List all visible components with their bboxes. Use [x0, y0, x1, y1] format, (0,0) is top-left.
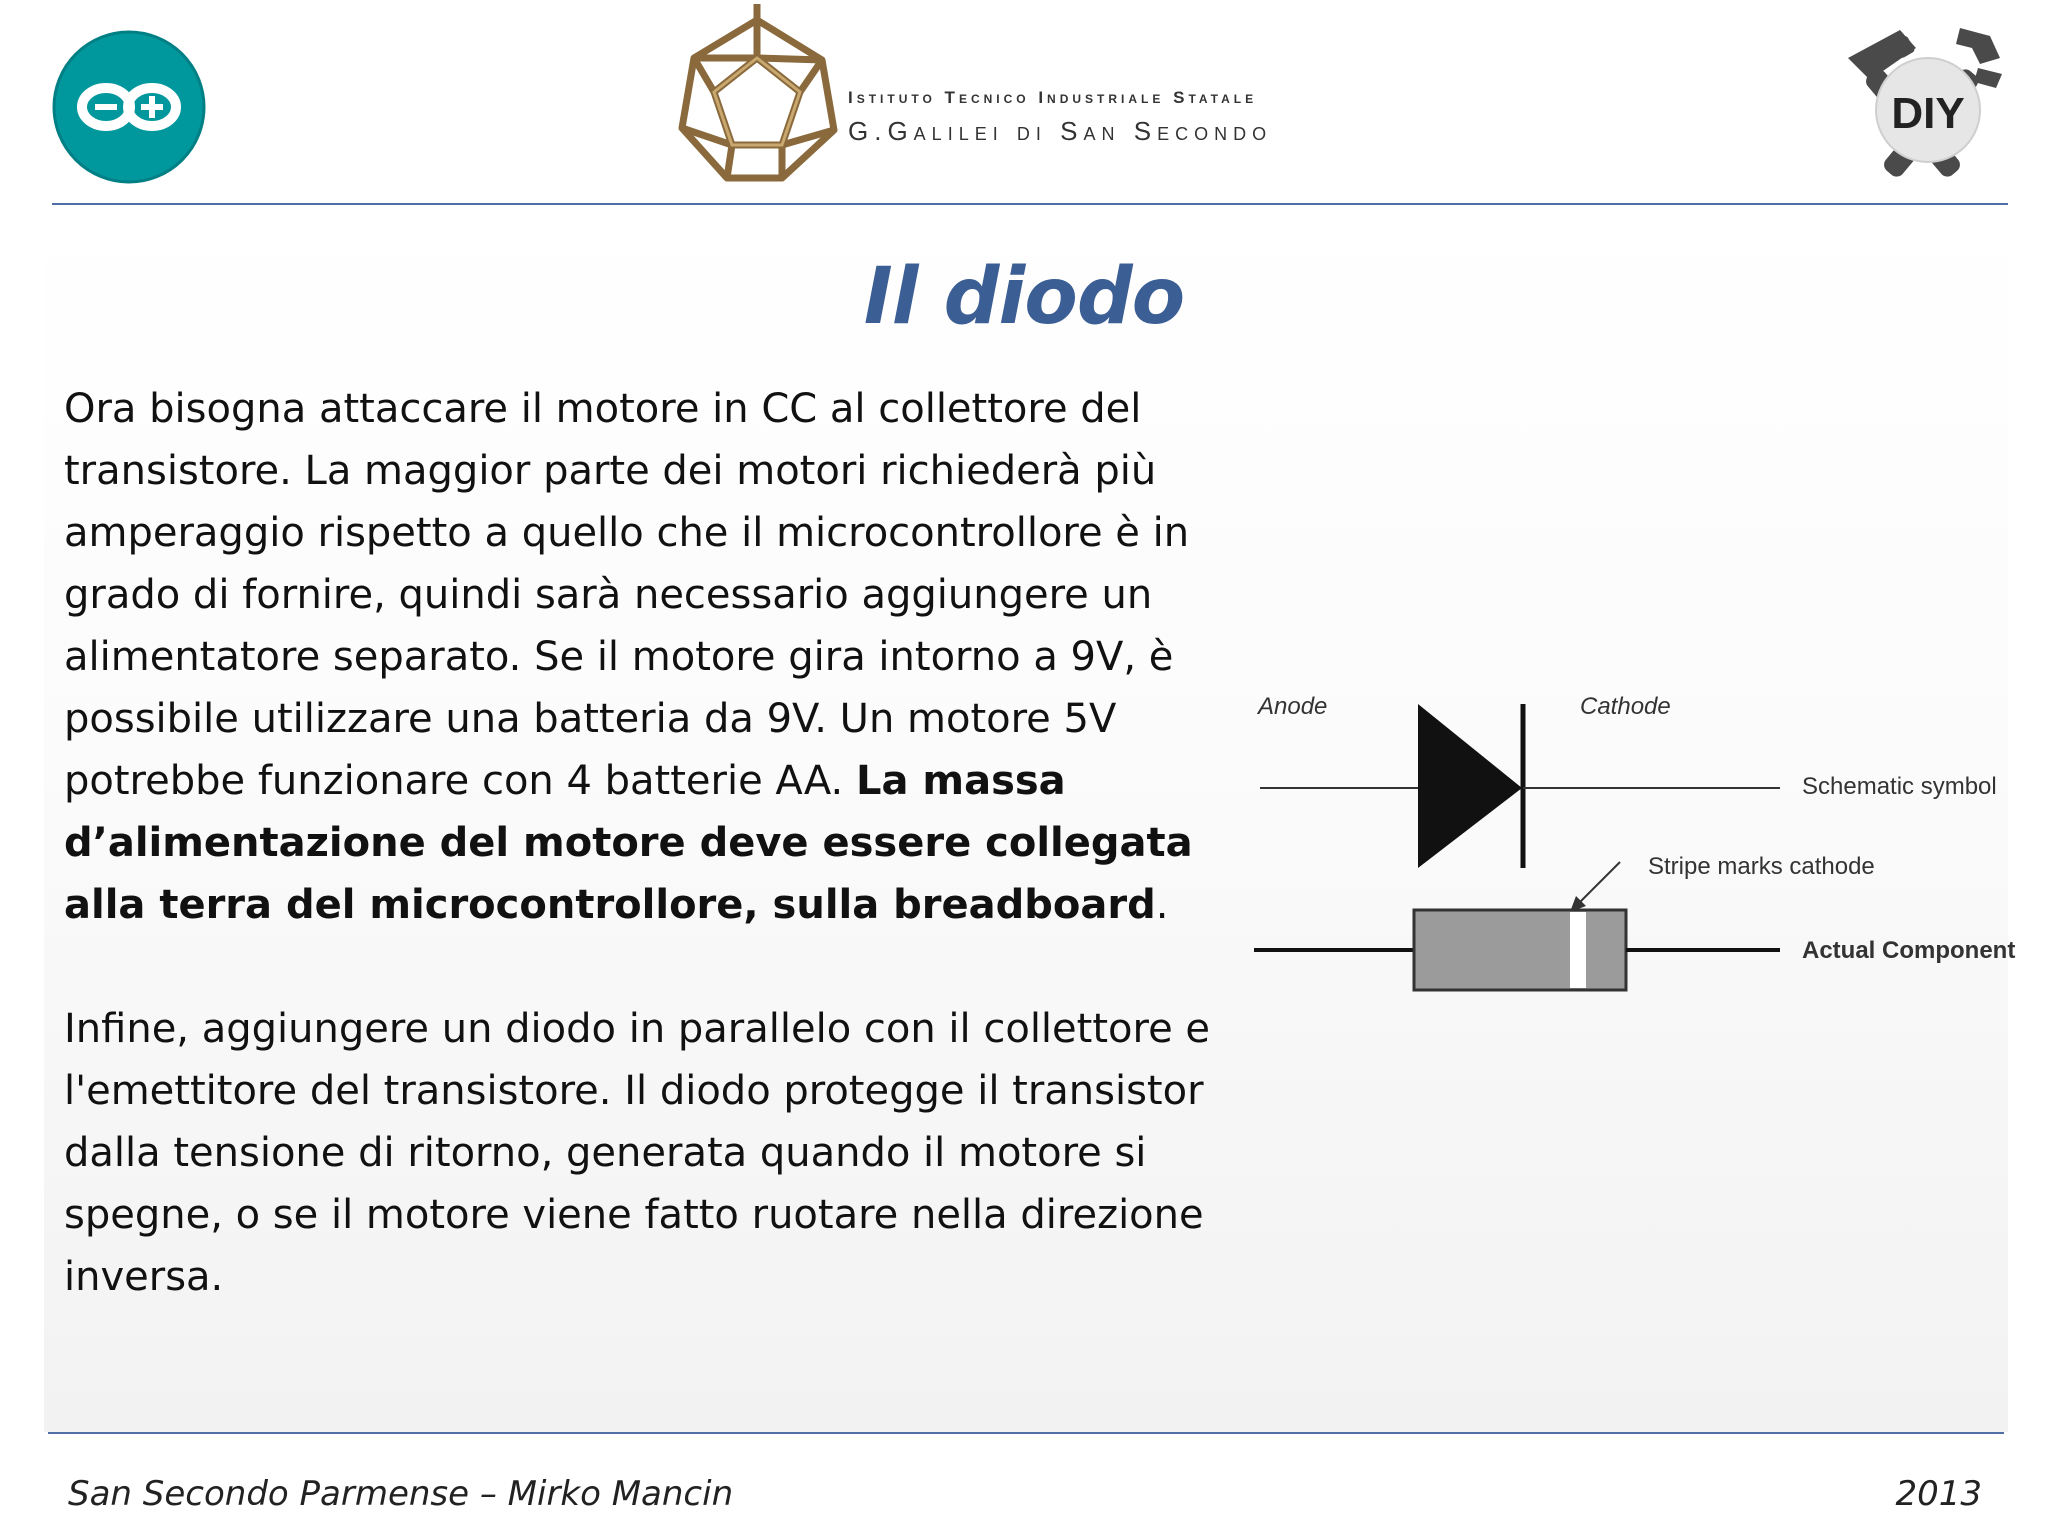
diode-triangle [1418, 704, 1522, 868]
slide-title [0, 252, 2048, 342]
slide-title-text: Il diodo [863, 252, 1185, 342]
school-name-line2: G.Galilei di San Secondo [848, 116, 1273, 146]
arduino-infinity-icon [52, 30, 206, 184]
actual-component-label: Actual Component [1802, 937, 2016, 964]
paragraph-1-bold: La massa d’alimentazione del motore deve essere collegata alla terra del microcontrollore, sulla breadboard [64, 758, 1193, 928]
cathode-label: Cathode [1580, 693, 1671, 720]
diode-diagram-svg [1240, 680, 2040, 1020]
schematic-symbol-label: Schematic symbol [1802, 773, 1997, 800]
paragraph-1-text: Ora bisogna attaccare il motore in CC al collettore del transistore. La maggior parte dei motori richiederà più amperaggio rispetto a quello che il microcontrollore è in grado di fornire, quindi sarà necessario aggiungere un alimentatore separato. Se il motore gira intorno a 9V, è possibile utilizzare una batteria da 9V. Un motore 5V potrebbe funzionare con 4 batterie AA. [64, 386, 1190, 804]
component-body [1414, 910, 1626, 990]
paragraph-2: Infine, aggiungere un diodo in parallelo con il collettore e l'emettitore del transistore. Il diodo protegge il transistor dalla tensione di ritorno, generata quando il motore si spegne, o se il motore viene fatto ruotare nella direzione inversa. [64, 1006, 1210, 1300]
paragraph-1 [64, 378, 1244, 936]
polyhedron-icon [672, 0, 842, 190]
slide-body [64, 378, 1244, 1308]
stripe-label: Stripe marks cathode [1648, 853, 1875, 880]
diy-logo-text: DIY [1891, 89, 1965, 138]
slide-header [0, 0, 2048, 205]
footer-divider [48, 1432, 2004, 1434]
stripe-arrow [1576, 862, 1620, 906]
school-name-line1: Istituto Tecnico Industriale Statale [848, 88, 1258, 107]
school-name [848, 88, 1272, 147]
footer-author: San Secondo Parmense – Mirko Mancin [68, 1474, 734, 1514]
diode-diagram [1240, 680, 2040, 1020]
diy-tools-icon [1840, 18, 2005, 193]
header-divider [52, 203, 2008, 205]
component-cathode-stripe [1570, 912, 1586, 988]
anode-label: Anode [1258, 693, 1328, 720]
footer-year: 2013 [1895, 1474, 1982, 1514]
paragraph-1-end: . [1155, 882, 1169, 928]
